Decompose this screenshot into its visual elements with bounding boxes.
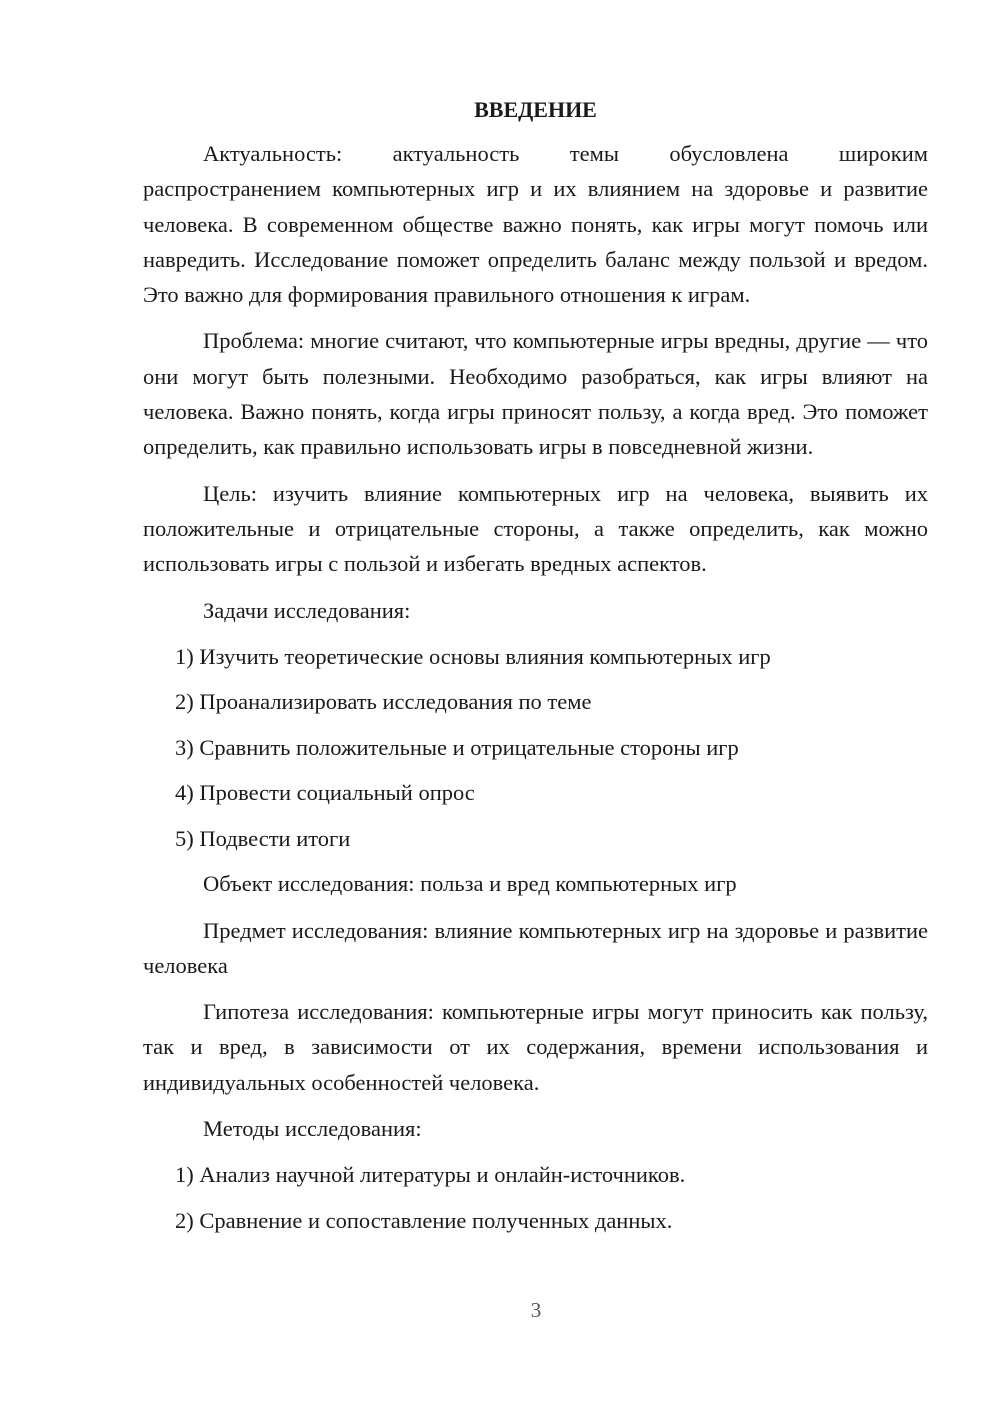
methods-heading: Методы исследования: xyxy=(203,1116,422,1142)
goal-paragraph: Цель: изучить влияние компьютерных игр на человека, выявить их положительные и отрицательные стороны, а также определить, как можно использовать игры с пользой и избегать вредных аспектов. xyxy=(143,480,928,577)
subject-paragraph: Предмет исследования: влияние компьютерных игр на здоровье и развитие человека xyxy=(143,917,928,978)
hypothesis-paragraph: Гипотеза исследования: компьютерные игры могут приносить как пользу, так и вред, в зависимости от их содержания, времени использования и индивидуальных особенностей человека. xyxy=(143,999,928,1095)
list-item: 5) Подвести итоги xyxy=(175,825,351,851)
list-item: 2) Проанализировать исследования по теме xyxy=(175,689,592,715)
list-item: 2) Сравнение и сопоставление полученных данных. xyxy=(175,1207,673,1233)
document-page xyxy=(143,95,928,1248)
page-title: ВВЕДЕНИЕ xyxy=(474,97,597,122)
page-number: 3 xyxy=(530,1298,542,1322)
list-item: 4) Провести социальный опрос xyxy=(175,780,475,806)
problem-paragraph: Проблема: многие считают, что компьютерные игры вредны, другие — что они могут быть полезными. Необходимо разобраться, как игры влияют на человека. Важно понять, когда игры приносят пользу, а когда вред. Это поможет определить, как правильно использовать игры в повседневной жизни. xyxy=(143,328,928,460)
list-item: 1) Анализ научной литературы и онлайн-источников. xyxy=(175,1162,686,1188)
relevance-paragraph: Актуальность: актуальность темы обусловлена широким распространением компьютерных игр и их влиянием на здоровье и развитие человека. В современном обществе важно понять, как игры могут помочь или навредить. Исследование поможет определить баланс между пользой и вредом. Это важно для формирования правильного отношения к играм. xyxy=(143,141,928,308)
list-item: 1) Изучить теоретические основы влияния компьютерных игр xyxy=(175,643,771,669)
tasks-heading: Задачи исследования: xyxy=(203,597,411,623)
methods-list xyxy=(143,1157,928,1238)
tasks-list xyxy=(143,639,928,856)
object-paragraph: Объект исследования: польза и вред компьютерных игр xyxy=(203,871,737,897)
list-item: 3) Сравнить положительные и отрицательные стороны игр xyxy=(175,734,739,760)
